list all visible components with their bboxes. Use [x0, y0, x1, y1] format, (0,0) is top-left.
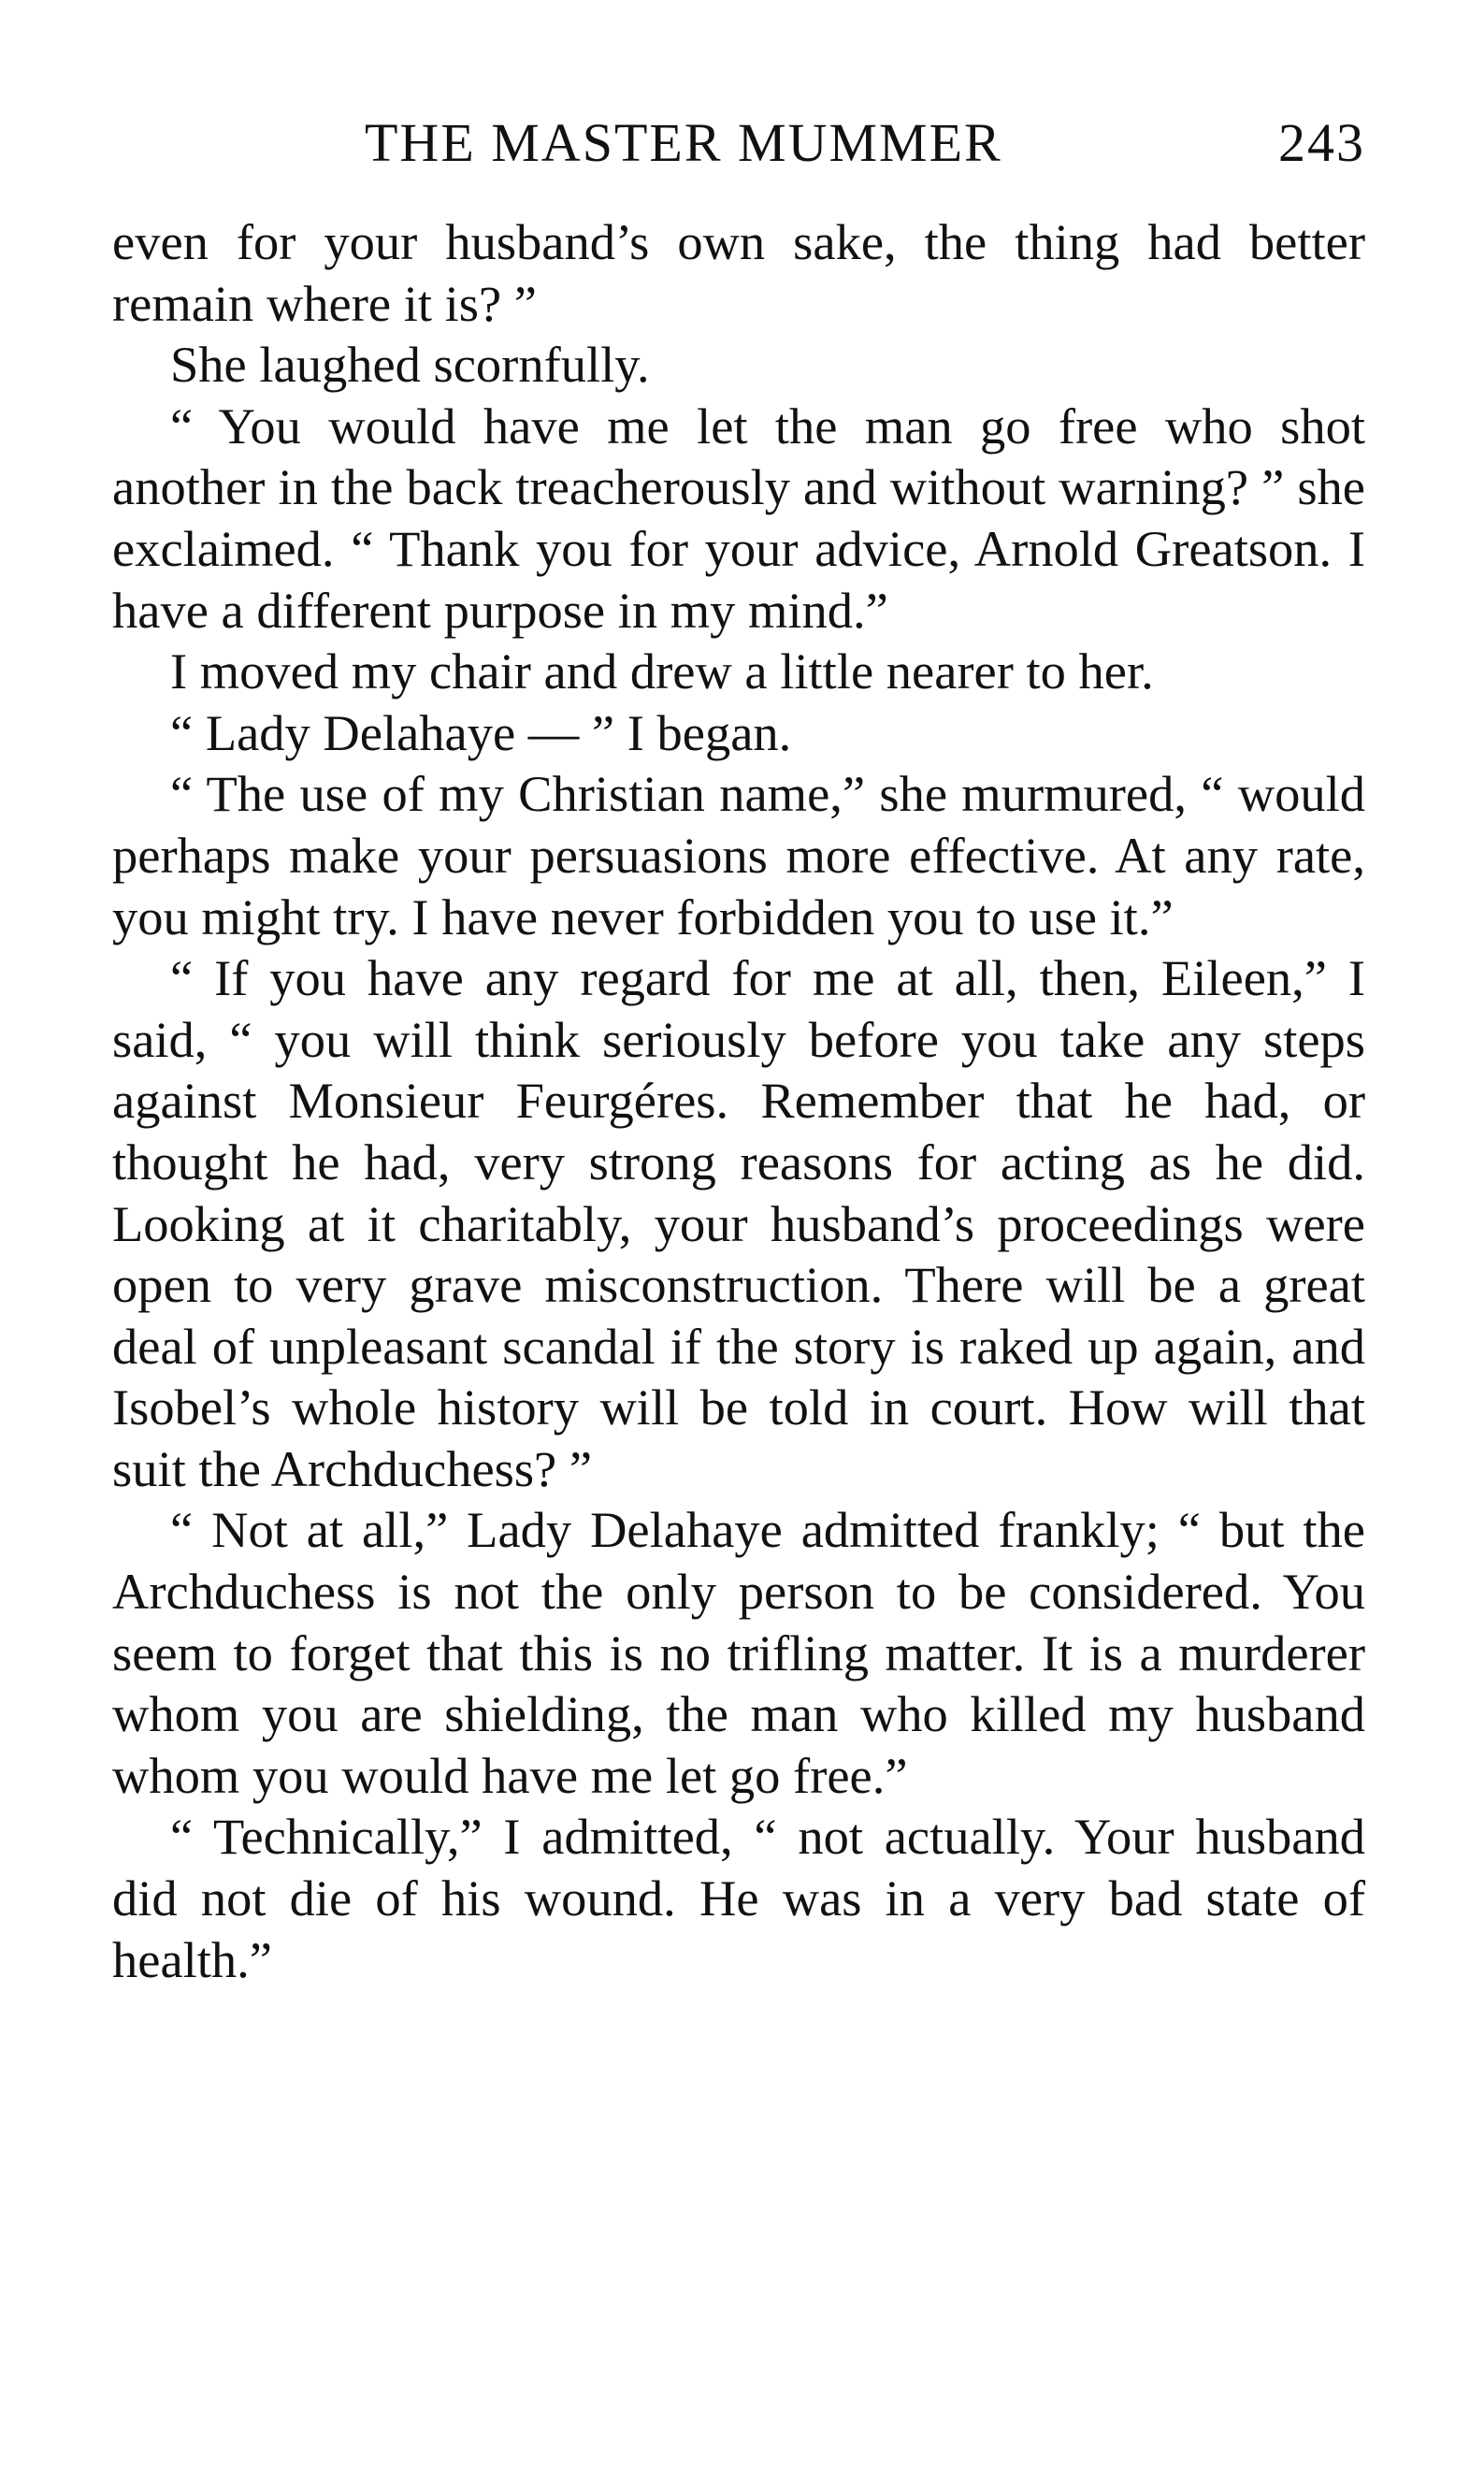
- body-text: [112, 211, 1365, 1990]
- running-title: THE MASTER MUMMER: [365, 112, 1002, 173]
- paragraph-6: “ The use of my Christian name,” she murmured, “ would perhaps make your persuasions more effective. At any rate, you might try. I have never forbidden you to use it.”: [112, 765, 1365, 945]
- running-head: [112, 110, 1365, 176]
- paragraph-2: She laughed scornfully.: [170, 336, 650, 394]
- paragraph-9: “ Technically,” I admitted, “ not actually. Your husband did not die of his wound. He was in a very bad state of health.”: [112, 1808, 1365, 1988]
- paragraph-8: “ Not at all,” Lady Delahaye admitted frankly; “ but the Archduchess is not the only person to be considered. You seem to forget that this is no trifling matter. It is a murderer whom you are shielding, the man who killed my husband whom you would have me let go free.”: [112, 1501, 1365, 1804]
- paragraph-4: I moved my chair and drew a little nearer to her.: [170, 642, 1154, 700]
- paragraph-7: “ If you have any regard for me at all, then, Eileen,” I said, “ you will think seriously before you take any steps against Monsieur Feurgéres. Remember that he had, or thought he had, very strong reasons for acting as he did. Looking at it charitably, your husband’s proceedings were open to very grave misconstruction. There will be a great deal of unpleasant scandal if the story is raked up again, and Isobel’s whole history will be told in court. How will that suit the Archduchess? ”: [112, 949, 1365, 1497]
- page-number: 243: [1278, 112, 1365, 173]
- book-page: [112, 110, 1365, 1990]
- paragraph-5: “ Lady Delahaye — ” I began.: [170, 703, 792, 761]
- paragraph-3: “ You would have me let the man go free who shot another in the back treacherously and without warning? ” she exclaimed. “ Thank you for your advice, Arnold Greatson. I have a different purpose in my mind.”: [112, 397, 1365, 639]
- paragraph-1: even for your husband’s own sake, the thing had better remain where it is? ”: [112, 213, 1365, 332]
